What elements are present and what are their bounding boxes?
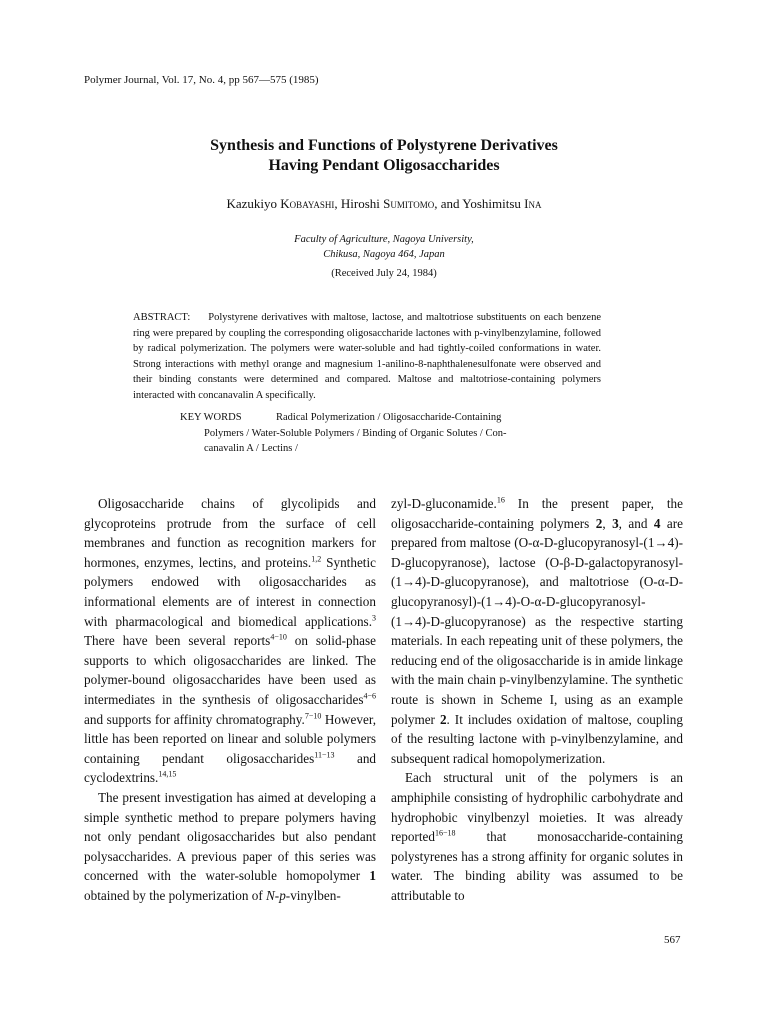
keywords xyxy=(180,410,600,457)
affiliation xyxy=(84,232,684,262)
author-1-family-name: Kobayashi xyxy=(280,196,335,211)
page-number: 567 xyxy=(664,934,681,946)
keywords-line-2: Polymers / Water-Soluble Polymers / Binding of Organic Solutes / Con- xyxy=(204,427,507,439)
author-list xyxy=(84,196,684,212)
title-line-2: Having Pendant Oligosaccharides xyxy=(268,157,500,174)
compound-number: 4 xyxy=(653,515,661,531)
body-paragraph: Oligosaccharide chains of glycolipids and glycoproteins protrude from the surface of cell membranes and function as recognition markers for hormones, enzymes, lectins, and proteins.$^{1,2}$ Synthetic polymers endowed with oligosaccharides as informational elements are of interest in connection with pharmacological and biomedical applications.$^3$ There have been several reports$^{4-10}$ on solid-phase supports to which oligosaccharides are linked. The polymer-bound oligosaccharides have been used as intermediates in the synthesis of oligosaccharides$^{4-6}$ and supports for affinity chromatography.$^{7-10}$ However, little has been reported on linear and soluble polymers containing pendant oligosaccharides$^{11-13}$ and cyclodextrins.$^{14,15}$ xyxy=(84,496,377,786)
reference-citation: 4−6 xyxy=(363,691,376,701)
reference-citation: 14,15 xyxy=(158,769,177,779)
body-paragraph: The present investigation has aimed at developing a simple synthetic method to prepare polymers having not only pendant oligosaccharides but also pendant polysaccharides. A previous paper of this series was concerned with the water-soluble homopolymer 1 obtained by the polymerization of N-p-vinylben- xyxy=(84,789,376,903)
author-separator: , xyxy=(334,196,341,211)
italic-term: N-p xyxy=(266,887,286,903)
affiliation-line-1: Faculty of Agriculture, Nagoya University, xyxy=(294,234,474,245)
author-3-family-name: Ina xyxy=(524,196,542,211)
journal-citation: Polymer Journal, Vol. 17, No. 4, pp 567—575 (1985) xyxy=(84,74,319,86)
received-date: (Received July 24, 1984) xyxy=(331,268,437,279)
abstract-label: ABSTRACT: xyxy=(133,312,191,323)
author-2-given-name: Hiroshi xyxy=(340,196,384,211)
compound-number: 2 xyxy=(439,711,447,727)
abstract-text: Polystyrene derivatives with maltose, lactose, and maltotriose substituents on each benzene ring were prepared by coupling the corresponding oligosaccharide lactones with p-vinylbenzylamine, followed by radical polymerization. The polymers were water-soluble and had tightly-coiled conformations in water. Strong interactions with methyl orange and magnesium 1-anilino-8-naphthalenesulfonate were observed and their binding constants were determined and compared. Maltose and maltotriose-containing polymers interacted with concanavalin A specifically. xyxy=(133,312,601,401)
reference-citation: 1,2 xyxy=(311,554,322,564)
reference-citation: 3 xyxy=(372,613,376,623)
reference-citation: 16 xyxy=(496,495,505,505)
keywords-label: KEY WORDS xyxy=(180,412,242,423)
author-3-given-name: Yoshimitsu xyxy=(462,196,525,211)
compound-number: 2 xyxy=(595,515,603,531)
keywords-line-1: Radical Polymerization / Oligosaccharide-Containing xyxy=(276,412,502,423)
author-separator: , and xyxy=(434,196,463,211)
title-line-1: Synthesis and Functions of Polystyrene Derivatives xyxy=(210,137,558,154)
reference-citation: 16−18 xyxy=(434,828,456,838)
compound-number: 3 xyxy=(612,515,619,531)
reference-citation: 7−10 xyxy=(304,711,322,721)
affiliation-line-2: Chikusa, Nagoya 464, Japan xyxy=(323,249,445,260)
author-1-given-name: Kazukiyo xyxy=(226,196,281,211)
compound-number: 1 xyxy=(369,868,376,884)
body-paragraph: zyl-D-gluconamide.$^{16}$ In the present paper, the oligosaccharide-containing polymers 2, 3, and 4 are prepared from maltose (O-α-D-glucopyranosyl-(1→4)-D-glucopyranose), lactose (O-β-D-galactopyranosyl-(1→4)-D-glucopyranose), and maltotriose (O-α-D-glucopyranosyl)-(1→4)-O-α-D-glucopyranosyl-(1→4)-D-glucopyranose) as the respective starting materials. In each repeating unit of these polymers, the reducing end of the oligosaccharide is in amide linkage with the main chain p-vinylbenzylamine. The synthetic route is shown in Scheme I, using as an example polymer 2. It includes oxidation of maltose, coupling of the resulting lactone with p-vinylbenzylamine, and subsequent radical homopolymerization. xyxy=(391,495,683,766)
reference-citation: 4−10 xyxy=(270,632,287,642)
body-paragraph: Each structural unit of the polymers is an amphiphile consisting of hydrophilic carbohydrate and hydrophobic vinylbenzyl moieties. It was already reported$^{16-18}$ that monosaccharide-containing polystyrenes has a strong affinity for organic solutes in water. The binding ability was assumed to be attributable to xyxy=(391,770,683,903)
body-column-right xyxy=(391,494,683,905)
body-column-left xyxy=(84,494,376,905)
paper-title xyxy=(84,136,684,176)
keywords-line-3: canavalin A / Lectins / xyxy=(204,443,298,454)
abstract xyxy=(133,310,601,403)
author-2-family-name: Sumitomo xyxy=(383,196,435,211)
reference-citation: 11−13 xyxy=(314,750,335,760)
